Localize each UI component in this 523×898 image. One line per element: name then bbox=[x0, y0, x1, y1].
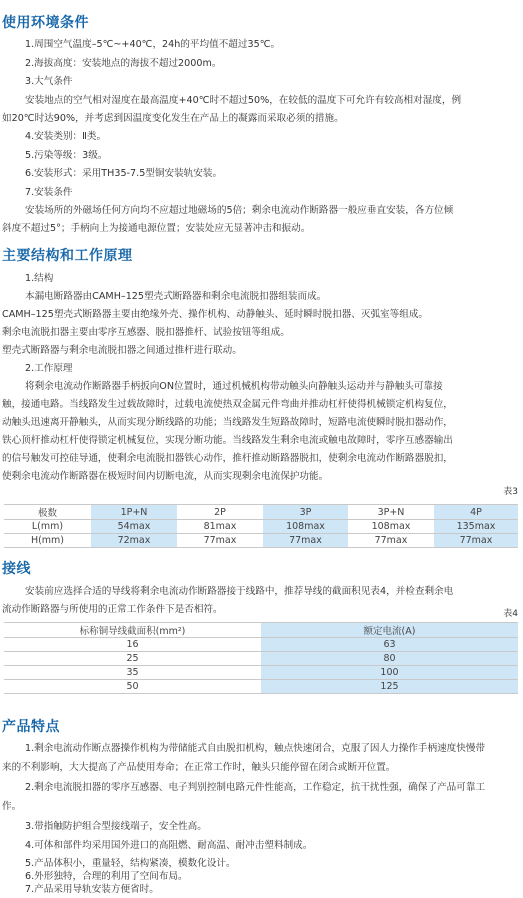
table-row bbox=[4, 520, 518, 534]
feature-line: 1.剩余电流动作断点器操作机构为带储能式自由脱扣机构，触点快速闭合，克服了因人力操作手柄速度快慢带 bbox=[25, 743, 486, 754]
feature-line: 7.产品采用导轨安装方便省时。 bbox=[25, 884, 159, 895]
table-cell: L(mm) bbox=[4, 520, 91, 534]
section-title-features: 产品特点 bbox=[2, 719, 60, 735]
table-cell: 77max bbox=[263, 534, 348, 548]
env-line: 5.污染等级：3级。 bbox=[25, 150, 108, 161]
structure-line: 铁心顶杆推动杠杆使得锁定机械复位，实现分断功能。当线路发生剩余电流或触电故障时，零序互感器输出 bbox=[2, 435, 453, 446]
table-header-cell: 标称铜导线截面积(mm²) bbox=[4, 623, 261, 638]
table-header-cell: 3P bbox=[263, 505, 348, 520]
env-line: 如20℃时达90%，并考虑到因温度变化发生在产品上的凝露而采取必须的措施。 bbox=[2, 113, 344, 124]
table-header-cell: 额定电流(A) bbox=[261, 623, 518, 638]
table-cell: 77max bbox=[348, 534, 434, 548]
env-line: 安装地点的空气相对湿度在最高温度+40℃时不超过50%，在较低的温度下可允许有较高相对湿度，例 bbox=[25, 95, 462, 106]
table-cell: 35 bbox=[4, 666, 261, 680]
table-cell: 100 bbox=[261, 666, 518, 680]
table-cell: 81max bbox=[177, 520, 263, 534]
structure-line: 动触头迅速离开静触头，从而实现分断线路的功能；当线路发生短路故障时，短路电流使瞬时脱扣器动作， bbox=[2, 417, 453, 428]
env-line: 安装场所的外磁场任何方向均不应超过地磁场的5倍；剩余电流动作断路器一般应垂直安装，各方位倾 bbox=[25, 205, 454, 216]
table-cell: 77max bbox=[434, 534, 518, 548]
table-row bbox=[4, 666, 518, 680]
structure-line: 塑壳式断路器与剩余电流脱扣器之间通过推杆进行联动。 bbox=[2, 345, 242, 356]
wire-table-header bbox=[4, 623, 518, 638]
env-line: 2.海拔高度：安装地点的海拔不超过2000m。 bbox=[25, 58, 222, 69]
table-cell: 54max bbox=[91, 520, 177, 534]
structure-line: 将剩余电流动作断路器手柄扳向ON位置时，通过机械机构带动触头向静触头运动并与静触头可靠接 bbox=[25, 381, 443, 392]
table-cell: 77max bbox=[177, 534, 263, 548]
table4-label: 表4 bbox=[503, 609, 518, 619]
dimension-table-header bbox=[4, 505, 518, 520]
table-header-cell: 2P bbox=[177, 505, 263, 520]
feature-line: 6.外形独特，合理的利用了空间布局。 bbox=[25, 871, 188, 882]
section-title-environment: 使用环境条件 bbox=[2, 15, 89, 31]
table-cell: 63 bbox=[261, 638, 518, 652]
table-row bbox=[4, 534, 518, 548]
env-line: 1.周围空气温度–5℃~+40℃，24h的平均值不超过35℃。 bbox=[25, 39, 281, 50]
table-header-cell: 极数 bbox=[4, 505, 91, 520]
feature-line: 来的不利影响，大大提高了产品使用寿命；在正常工作时，触头只能停留在闭合或断开位置。 bbox=[2, 762, 396, 773]
env-line: 7.安装条件 bbox=[25, 187, 73, 198]
structure-line: 2.工作原理 bbox=[25, 363, 73, 374]
feature-line: 4.可体和部件均采用国外进口的高阻燃、耐高温、耐冲击塑料制成。 bbox=[25, 840, 313, 851]
table-cell: 125 bbox=[261, 680, 518, 694]
table-cell: 50 bbox=[4, 680, 261, 694]
structure-line: 本漏电断路器由CAMH–125塑壳式断路器和剩余电流脱扣器组装而成。 bbox=[25, 291, 327, 302]
wiring-line: 安装前应选择合适的导线将剩余电流动作断路器接于线路中，推荐导线的截面积见表4，并检查剩余电 bbox=[25, 586, 454, 597]
table-cell: 108max bbox=[263, 520, 348, 534]
feature-line: 3.带指触防护组合型接线端子，安全性高。 bbox=[25, 821, 207, 832]
table-header-cell: 1P+N bbox=[91, 505, 177, 520]
section-title-wiring: 接线 bbox=[2, 561, 31, 577]
structure-line: CAMH–125塑壳式断路器主要由绝缘外壳、操作机构、动静触头、延时瞬时脱扣器、灭弧室等组成。 bbox=[2, 309, 429, 320]
env-line: 斜度不超过5°；手柄向上为接通电源位置；安装处应无显著冲击和振动。 bbox=[2, 223, 311, 234]
table-cell: 25 bbox=[4, 652, 261, 666]
table-cell: 72max bbox=[91, 534, 177, 548]
table-header-cell: 3P+N bbox=[348, 505, 434, 520]
wiring-line: 流动作断路器与所使用的正常工作条件下是否相符。 bbox=[2, 604, 223, 615]
section-title-structure: 主要结构和工作原理 bbox=[2, 248, 133, 264]
table-cell: 108max bbox=[348, 520, 434, 534]
table-cell: H(mm) bbox=[4, 534, 91, 548]
feature-line: 5.产品体积小，重量轻，结构紧凑，模数化设计。 bbox=[25, 858, 236, 869]
env-line: 4.安装类别：Ⅱ类。 bbox=[25, 131, 107, 142]
structure-line: 的信号触发可控硅导通，使剩余电流脱扣器铁心动作，推杆推动断路器脱扣，使剩余电流动作断路器脱扣， bbox=[2, 453, 453, 464]
feature-line: 作。 bbox=[2, 801, 22, 812]
dimension-table bbox=[4, 504, 518, 548]
table-row bbox=[4, 652, 518, 666]
env-line: 6.安装形式：采用TH35-7.5型铜安装轨安装。 bbox=[25, 168, 223, 179]
structure-line: 触，接通电路。当线路发生过载故障时，过载电流使热双金属元件弯曲并推动杠杆使得机械锁定机构复位， bbox=[2, 399, 453, 410]
table3-label: 表3 bbox=[503, 487, 518, 497]
table-header-cell: 4P bbox=[434, 505, 518, 520]
wire-current-table bbox=[4, 622, 518, 694]
structure-line: 使剩余电流动作断路器在极短时间内切断电流，从而实现剩余电流保护功能。 bbox=[2, 471, 329, 482]
table-row bbox=[4, 680, 518, 694]
feature-line: 2.剩余电流脱扣器的零序互感器、电子判别控制电路元件性能高，工作稳定，抗干扰性强，确保了产品可靠工 bbox=[25, 782, 486, 793]
table-cell: 80 bbox=[261, 652, 518, 666]
structure-line: 剩余电流脱扣器主要由零序互感器、脱扣器推杆、试验按钮等组成。 bbox=[2, 327, 290, 338]
table-row bbox=[4, 638, 518, 652]
table-cell: 135max bbox=[434, 520, 518, 534]
structure-line: 1.结构 bbox=[25, 273, 54, 284]
table-cell: 16 bbox=[4, 638, 261, 652]
env-line: 3.大气条件 bbox=[25, 76, 73, 87]
